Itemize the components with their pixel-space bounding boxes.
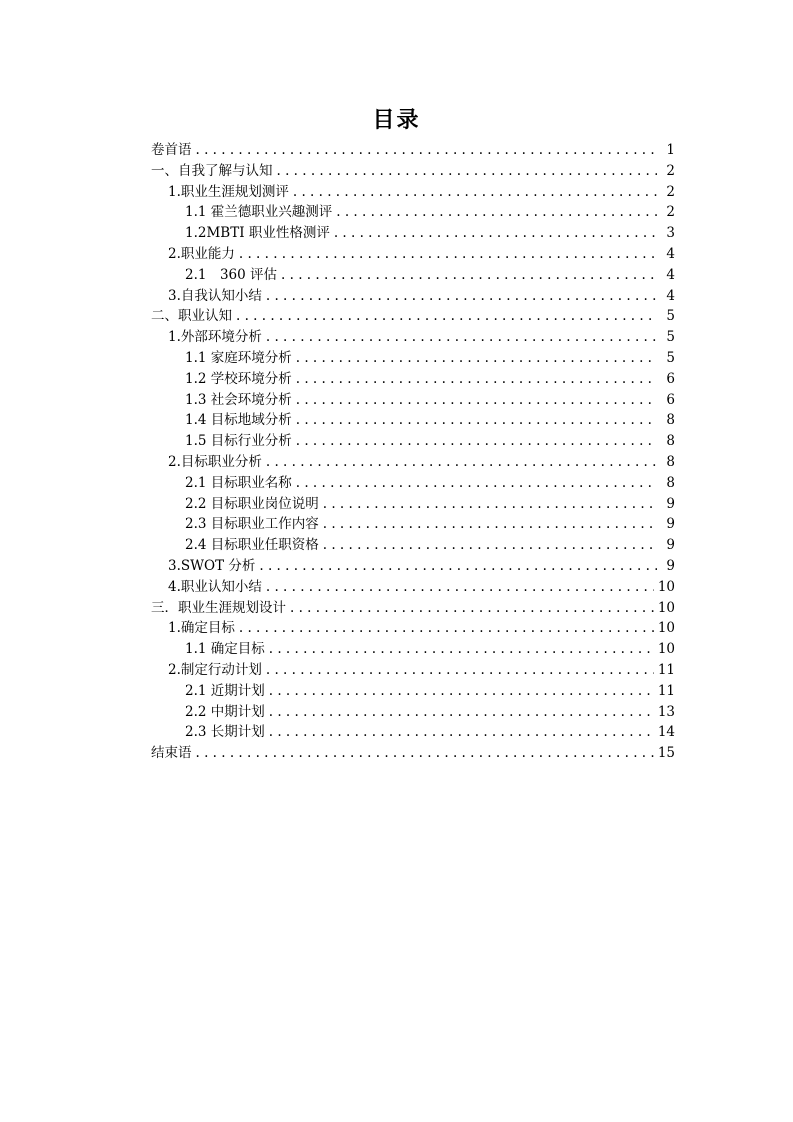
toc-dot-leader [296,390,657,411]
toc-dot-leader [334,223,657,244]
toc-entry[interactable] [151,660,675,681]
toc-entry-page-number: 5 [666,349,675,366]
toc-entry-page-number: 15 [657,745,675,762]
toc-entry-page-number: 8 [666,433,675,450]
toc-entry-label: 1.4 目标地域分析 [185,412,292,429]
toc-dot-leader [323,535,657,556]
toc-entry[interactable] [151,327,675,348]
toc-entry[interactable] [151,140,675,161]
toc-entry[interactable] [151,743,675,764]
toc-entry-page-number: 8 [666,412,675,429]
toc-entry-label: 2.4 目标职业任职资格 [185,537,319,554]
toc-entry[interactable] [151,618,675,639]
toc-entry[interactable] [151,223,675,244]
toc-entry-page-number: 5 [666,308,675,325]
toc-dot-leader [281,265,657,286]
toc-entry[interactable] [151,598,675,619]
toc-entry-page-number: 14 [657,724,675,741]
toc-entry-page-number: 2 [666,183,675,200]
toc-dot-leader [266,286,657,307]
toc-dot-leader [296,369,657,390]
toc-entry[interactable] [151,410,675,431]
toc-entry-page-number: 10 [657,620,675,637]
toc-entry-page-number: 4 [666,266,675,283]
toc-entry-page-number: 9 [666,537,675,554]
toc-entry[interactable] [151,556,675,577]
toc-entry-label: 2.2 中期计划 [185,703,265,720]
toc-entry-label: 1.2 学校环境分析 [185,370,292,387]
toc-entry[interactable] [151,702,675,723]
toc-entry-page-number: 9 [666,495,675,512]
toc-entry[interactable] [151,369,675,390]
toc-entry-page-number: 9 [666,516,675,533]
toc-dot-leader [269,681,654,702]
toc-entry-label: 1.职业生涯规划测评 [168,183,289,200]
toc-title: 目录 [372,108,421,133]
toc-dot-leader [239,618,654,639]
toc-dot-leader [266,327,657,348]
toc-entry-page-number: 2 [666,162,675,179]
toc-entry[interactable] [151,639,675,660]
toc-entry-page-number: 4 [666,245,675,262]
toc-entry[interactable] [151,681,675,702]
toc-dot-leader [296,410,657,431]
toc-dot-leader [266,660,654,681]
toc-entry-label: 1.确定目标 [168,620,235,637]
toc-entry[interactable] [151,306,675,327]
toc-dot-leader [293,182,657,203]
toc-entry-page-number: 5 [666,329,675,346]
toc-dot-leader [196,140,658,161]
toc-entry[interactable] [151,535,675,556]
toc-dot-leader [266,452,657,473]
toc-entry-page-number: 4 [666,287,675,304]
toc-entry-label: 结束语 [151,745,192,762]
toc-entry-label: 2.3 目标职业工作内容 [185,516,319,533]
toc-entry-label: 卷首语 [151,142,192,158]
toc-entry-page-number: 11 [657,661,675,678]
toc-entry-page-number: 10 [657,641,675,658]
toc-entry-page-number: 3 [666,225,675,242]
toc-entry[interactable] [151,244,675,265]
toc-dot-leader [336,202,657,223]
toc-entry[interactable] [151,431,675,452]
toc-entry-label: 1.1 确定目标 [185,641,265,658]
toc-entry-label: 1.3 社会环境分析 [185,391,292,408]
toc-entry-label: 1.5 目标行业分析 [185,433,292,450]
toc-entry-label: 1.1 霍兰德职业兴趣测评 [185,204,333,221]
toc-entry-label: 一、自我了解与认知 [151,162,273,179]
toc-dot-leader [236,306,657,327]
toc-entry-label: 2.1 360 评估 [185,266,278,283]
toc-dot-leader [296,431,657,452]
toc-entry-page-number: 9 [666,557,675,574]
toc-entry[interactable] [151,182,675,203]
toc-entry[interactable] [151,473,675,494]
toc-entry-label: 3.SWOT 分析 [168,557,256,574]
toc-entry[interactable] [151,577,675,598]
toc-entry-page-number: 10 [657,599,675,616]
toc-entry[interactable] [151,390,675,411]
toc-entry-page-number: 6 [666,370,675,387]
toc-dot-leader [296,473,657,494]
toc-entry[interactable] [151,202,675,223]
toc-entry-label: 2.3 长期计划 [185,724,265,741]
toc-dot-leader [277,161,658,182]
toc-dot-leader [239,244,657,265]
toc-dot-leader [196,743,654,764]
toc-entry-page-number: 8 [666,453,675,470]
toc-entry-label: 1.1 家庭环境分析 [185,349,292,366]
toc-entry[interactable] [151,265,675,286]
toc-dot-leader [269,639,654,660]
table-of-contents [151,140,675,764]
toc-entry-label: 三．职业生涯规划设计 [151,599,286,616]
toc-entry[interactable] [151,348,675,369]
toc-entry[interactable] [151,452,675,473]
toc-entry-label: 2.1 近期计划 [185,682,265,699]
toc-entry-page-number: 10 [657,578,675,595]
toc-entry[interactable] [151,286,675,307]
toc-dot-leader [323,494,657,515]
toc-entry-page-number: 11 [657,682,675,699]
toc-entry-page-number: 2 [666,204,675,221]
toc-dot-leader [269,722,654,743]
toc-dot-leader [323,514,657,535]
toc-entry-label: 3.自我认知小结 [168,287,262,304]
toc-entry-label: 2.制定行动计划 [168,661,262,678]
toc-entry-label: 2.1 目标职业名称 [185,474,292,491]
toc-dot-leader [259,556,657,577]
toc-dot-leader [269,702,654,723]
toc-entry-page-number: 6 [666,391,675,408]
toc-entry-page-number: 8 [666,474,675,491]
toc-entry[interactable] [151,722,675,743]
toc-dot-leader [290,598,654,619]
toc-dot-leader [296,348,657,369]
toc-entry-label: 1.2MBTI 职业性格测评 [185,225,330,242]
toc-entry-label: 2.2 目标职业岗位说明 [185,495,319,512]
toc-entry-page-number: 13 [657,703,675,720]
toc-entry-label: 2.职业能力 [168,245,235,262]
toc-entry-page-number: 1 [666,142,675,158]
toc-entry-label: 4.职业认知小结 [168,578,262,595]
toc-entry-label: 二、职业认知 [151,308,232,325]
toc-entry[interactable] [151,514,675,535]
toc-dot-leader [266,577,654,598]
toc-entry[interactable] [151,494,675,515]
toc-entry-label: 2.目标职业分析 [168,453,262,470]
toc-entry-label: 1.外部环境分析 [168,329,262,346]
toc-entry[interactable] [151,161,675,182]
